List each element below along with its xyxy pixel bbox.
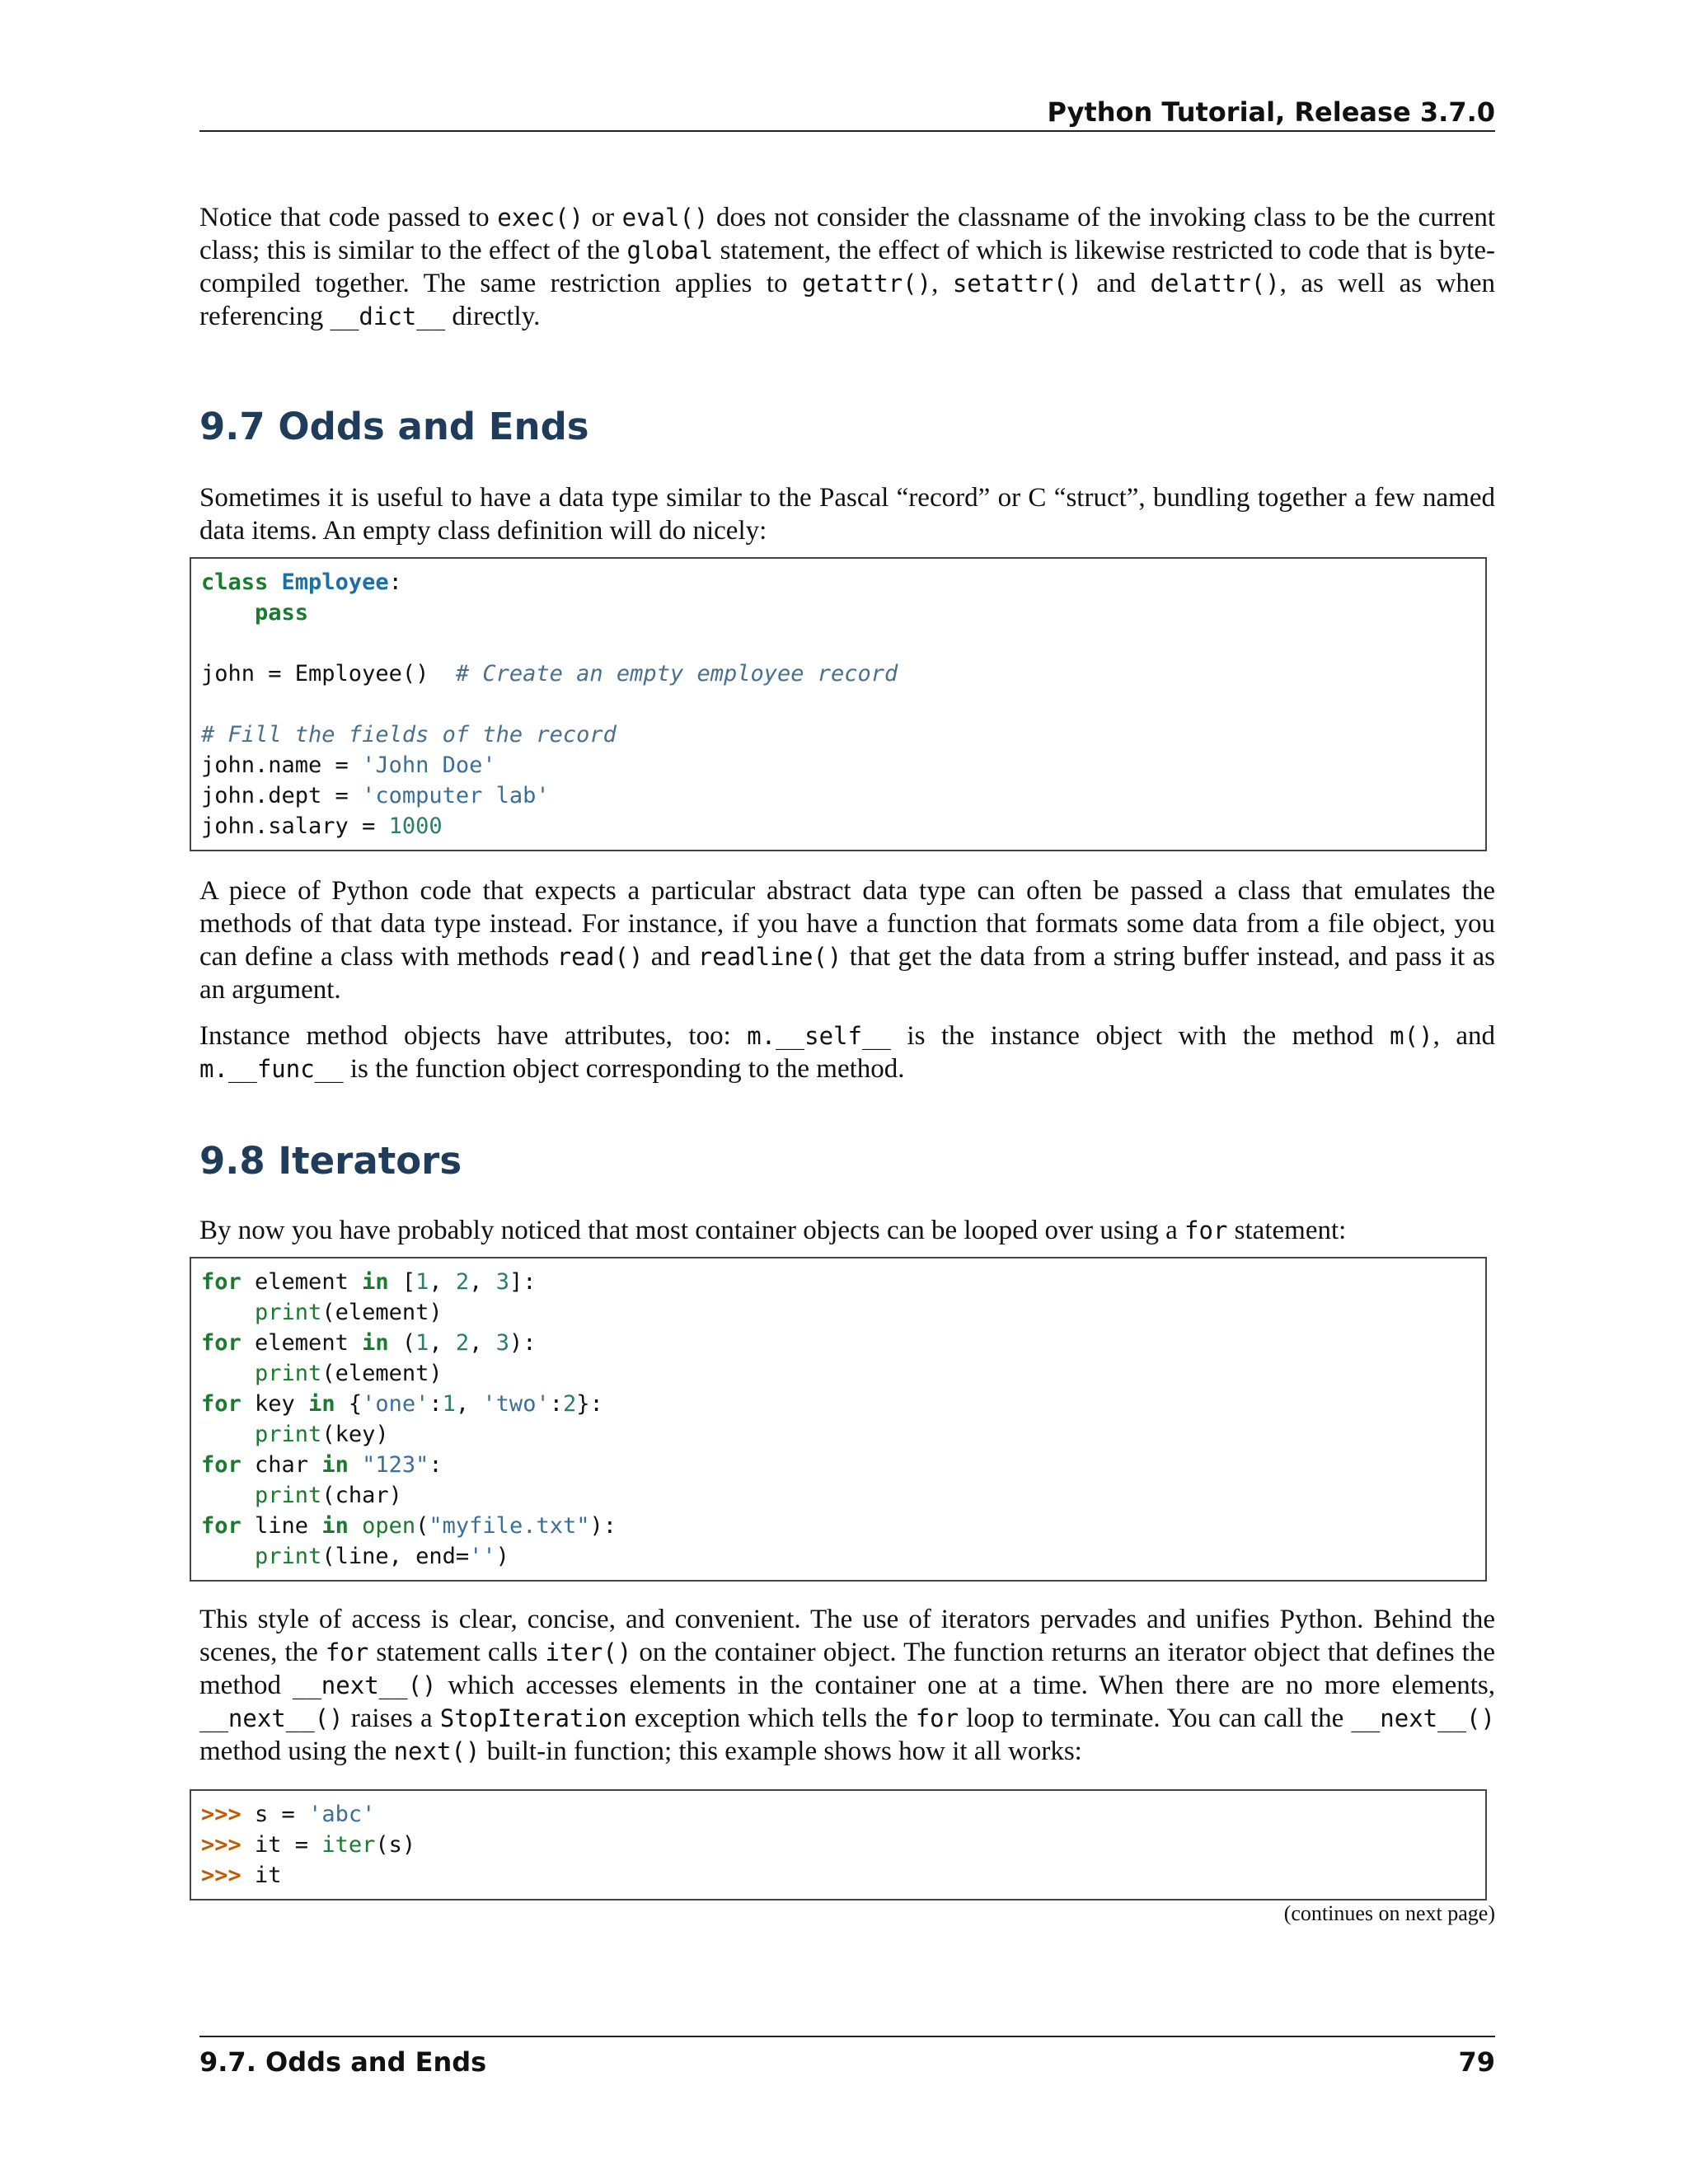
inline-code: next()	[393, 1737, 481, 1765]
inline-code: delattr()	[1150, 269, 1280, 298]
code-token: ,	[469, 1330, 496, 1356]
code-token	[201, 1361, 255, 1386]
text-run: Instance method objects have attributes, too:	[199, 1021, 748, 1051]
text-run: A piece of Python code that expects a particular abstract data type can often be passed a class that emulates the methods of that data type instead. For instance, if you have a function that formats some data from a file object, you can define a class with methods	[199, 876, 1495, 972]
page-content	[199, 201, 1495, 1927]
code-line	[201, 1541, 1479, 1572]
code-token: [	[388, 1269, 416, 1295]
code-token: 'computer lab'	[362, 783, 550, 808]
running-footer	[199, 2036, 1495, 2080]
code-token: # Fill the fields of the record	[201, 722, 617, 748]
text-run: By now you have probably noticed that most container objects can be looped over using a	[199, 1216, 1185, 1245]
header-title: Python Tutorial, Release 3.7.0	[1047, 96, 1495, 128]
inline-code: m()	[1390, 1022, 1433, 1050]
code-token: for	[201, 1269, 241, 1295]
code-line	[201, 567, 1479, 598]
text-run: is the instance object with the method	[890, 1021, 1390, 1051]
code-line	[201, 1511, 1479, 1541]
code-line	[201, 628, 1479, 658]
code-token: 1	[415, 1330, 429, 1356]
code-token: element	[241, 1269, 363, 1295]
paragraph-method-attributes	[199, 1019, 1495, 1085]
code-block-for-loops	[190, 1257, 1487, 1582]
paragraph-container-loop	[199, 1214, 1495, 1247]
code-token: (line, end=	[321, 1544, 470, 1569]
code-token: "123"	[362, 1452, 429, 1478]
text-run: loop to terminate. You can call the	[959, 1704, 1352, 1733]
text-run: method using the	[199, 1736, 394, 1766]
code-line	[201, 1328, 1479, 1358]
text-run: statement calls	[368, 1638, 546, 1667]
text-run: does not consider the classname of the invoking class to be the current class; this is similar to the effect of the	[199, 203, 1495, 265]
code-token: print	[255, 1361, 322, 1386]
text-run: that get the data from a string buffer instead, and pass it as an argument.	[199, 942, 1495, 1005]
code-token: 'two'	[482, 1391, 550, 1417]
inline-code: global	[626, 237, 714, 265]
code-token: print	[255, 1300, 322, 1325]
inline-code: setattr()	[952, 269, 1082, 298]
text-run: statement:	[1227, 1216, 1347, 1245]
text-run: or	[584, 203, 622, 232]
code-token: in	[321, 1452, 349, 1478]
code-token: :	[429, 1391, 443, 1417]
code-token: >>>	[201, 1863, 241, 1888]
code-token: 2	[455, 1330, 470, 1356]
text-run: and	[643, 942, 698, 972]
code-token: (s)	[375, 1832, 416, 1858]
paragraph-exec-eval	[199, 201, 1495, 333]
code-line	[201, 598, 1479, 628]
code-token: :	[388, 569, 402, 595]
code-line	[201, 780, 1479, 811]
code-token: print	[255, 1422, 322, 1447]
inline-code: for	[325, 1638, 369, 1666]
section-heading-odds-and-ends: 9.7 Odds and Ends	[199, 405, 589, 448]
code-token: }:	[576, 1391, 603, 1417]
code-token: 3	[495, 1330, 509, 1356]
text-run: on the container object. The function returns an iterator object that defines the method	[199, 1638, 1495, 1700]
paragraph-abstract-data-type	[199, 874, 1495, 1006]
inline-code: readline()	[697, 943, 842, 971]
inline-code: iter()	[545, 1638, 632, 1666]
code-token: john.salary =	[201, 813, 389, 839]
text-run: directly.	[445, 302, 541, 331]
code-token: ''	[469, 1544, 496, 1569]
code-token: ]:	[509, 1269, 537, 1295]
inline-code: for	[915, 1704, 959, 1732]
code-token: >>>	[201, 1802, 241, 1827]
code-token: ,	[429, 1269, 456, 1295]
code-token: ):	[509, 1330, 537, 1356]
inline-code: __dict__	[330, 302, 446, 330]
code-line	[201, 1860, 1479, 1891]
code-block-employee	[190, 557, 1487, 851]
inline-code: getattr()	[801, 269, 932, 298]
text-run: which accesses elements in the container one at a time. When there are no more elements,	[436, 1671, 1496, 1700]
code-token: char	[241, 1452, 322, 1478]
code-token	[349, 1452, 362, 1478]
inline-code: __next__()	[292, 1671, 437, 1699]
code-token: Employee	[281, 569, 389, 595]
inline-code: m.__func__	[199, 1055, 344, 1083]
code-token: print	[255, 1544, 322, 1569]
text-run: exception which tells the	[626, 1704, 916, 1733]
code-token: :	[549, 1391, 563, 1417]
code-token: 'abc'	[308, 1802, 376, 1827]
code-token: 3	[495, 1269, 509, 1295]
code-token: john.dept =	[201, 783, 363, 808]
code-token: 1000	[388, 813, 443, 839]
code-line	[201, 1799, 1479, 1830]
code-token: ):	[589, 1513, 617, 1539]
code-token	[201, 1544, 255, 1569]
code-token: iter	[321, 1832, 376, 1858]
text-run: built-in function; this example shows how it all works:	[480, 1736, 1082, 1766]
code-token: ,	[455, 1391, 483, 1417]
code-token	[201, 1300, 255, 1325]
text-run: statement, the effect of which is likewise restricted to code that is byte-compiled together. The same restriction applies to	[199, 236, 1495, 298]
code-token: print	[255, 1483, 322, 1508]
code-token: key	[241, 1391, 309, 1417]
code-token: 1	[415, 1269, 429, 1295]
footer-page-number: 79	[1458, 2046, 1495, 2078]
code-token: 2	[455, 1269, 470, 1295]
code-token: 2	[562, 1391, 577, 1417]
code-token: for	[201, 1330, 241, 1356]
inline-code: StopIteration	[439, 1704, 627, 1732]
code-token: for	[201, 1391, 241, 1417]
code-token: pass	[255, 600, 309, 626]
code-token: in	[308, 1391, 335, 1417]
continues-note: (continues on next page)	[1283, 1901, 1495, 1925]
code-token: class	[201, 569, 269, 595]
code-token: "myfile.txt"	[429, 1513, 590, 1539]
code-line	[201, 689, 1479, 719]
code-token: ,	[429, 1330, 456, 1356]
code-line	[201, 1358, 1479, 1389]
code-line	[201, 658, 1479, 689]
code-line	[201, 719, 1479, 750]
text-run: , and	[1432, 1021, 1495, 1051]
code-token: for	[201, 1513, 241, 1539]
code-token: )	[495, 1544, 509, 1569]
code-token: (key)	[321, 1422, 389, 1447]
code-token: 'one'	[362, 1391, 429, 1417]
code-token: >>>	[201, 1832, 241, 1858]
code-token: (	[415, 1513, 429, 1539]
code-token: john.name =	[201, 752, 363, 778]
code-token: it =	[241, 1832, 322, 1858]
code-token: open	[362, 1513, 416, 1539]
code-line	[201, 1419, 1479, 1450]
code-token: :	[429, 1452, 443, 1478]
code-token: element	[241, 1330, 363, 1356]
code-line	[201, 811, 1479, 841]
inline-code: __next__()	[199, 1704, 344, 1732]
code-token: ,	[469, 1269, 496, 1295]
text-run: This style of access is clear, concise, and convenient. The use of iterators pervades and unifies Python. Behind the scenes, the	[199, 1605, 1495, 1667]
footer-section: 9.7. Odds and Ends	[199, 2046, 487, 2078]
code-token: (element)	[321, 1361, 443, 1386]
code-token: # Create an empty employee record	[455, 661, 898, 687]
code-token: s =	[241, 1802, 309, 1827]
code-token: john = Employee()	[201, 661, 456, 687]
code-line	[201, 1297, 1479, 1328]
code-line	[201, 1389, 1479, 1419]
code-token: (	[388, 1330, 416, 1356]
code-token	[349, 1513, 362, 1539]
code-token: for	[201, 1452, 241, 1478]
text-run: is the function object corresponding to the method.	[343, 1054, 905, 1084]
code-token: in	[362, 1269, 389, 1295]
code-token	[201, 1483, 255, 1508]
code-line	[201, 750, 1479, 780]
code-line	[201, 1480, 1479, 1511]
code-token: (element)	[321, 1300, 443, 1325]
text-run: Sometimes it is useful to have a data type similar to the Pascal “record” or C “struct”, bundling together a few named data items. An empty class definition will do nicely:	[199, 483, 1495, 546]
inline-code: read()	[556, 943, 644, 971]
inline-code: eval()	[621, 204, 709, 232]
inline-code: for	[1184, 1216, 1228, 1244]
code-line	[201, 1267, 1479, 1297]
code-token: in	[362, 1330, 389, 1356]
section-heading-iterators: 9.8 Iterators	[199, 1139, 462, 1183]
paragraph-iterator-explanation	[199, 1603, 1495, 1768]
inline-code: exec()	[497, 204, 584, 232]
text-run: Notice that code passed to	[199, 203, 498, 232]
running-header	[199, 94, 1495, 132]
inline-code: m.__self__	[747, 1022, 891, 1050]
text-run: ,	[931, 269, 953, 298]
code-token	[201, 1422, 255, 1447]
code-line	[201, 1830, 1479, 1860]
code-token: it	[241, 1863, 282, 1888]
text-run: raises a	[343, 1704, 440, 1733]
inline-code: __next__()	[1351, 1704, 1495, 1732]
code-line	[201, 1450, 1479, 1480]
code-token: {	[335, 1391, 363, 1417]
code-token: line	[241, 1513, 322, 1539]
text-run: , as well as when referencing	[199, 269, 1495, 331]
code-token: 'John Doe'	[362, 752, 496, 778]
code-token: in	[321, 1513, 349, 1539]
code-token	[201, 600, 255, 626]
code-token: (char)	[321, 1483, 402, 1508]
code-block-iter-example	[190, 1789, 1487, 1900]
code-token: 1	[442, 1391, 456, 1417]
text-run: and	[1081, 269, 1151, 298]
code-token	[268, 569, 281, 595]
paragraph-record-struct	[199, 481, 1495, 547]
